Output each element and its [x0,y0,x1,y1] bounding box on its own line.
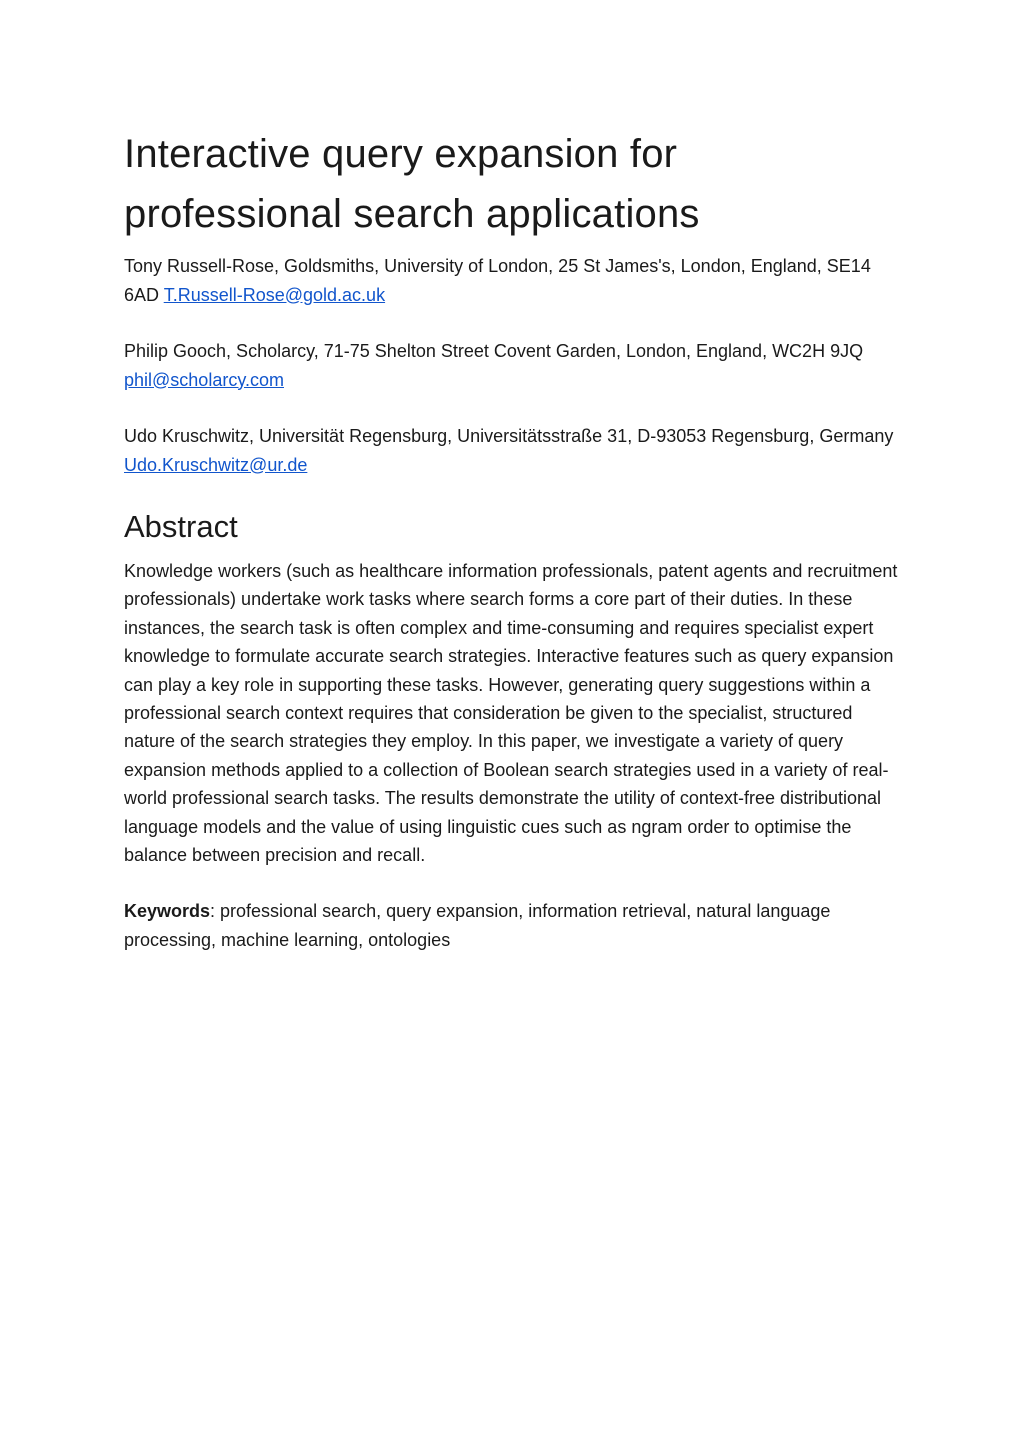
author-affiliation: Tony Russell-Rose, Goldsmiths, University of London, 25 St James's, London, England, SE14 6AD [124,256,871,305]
author-email-link[interactable]: phil@scholarcy.com [124,369,284,390]
paper-page [124,124,904,982]
author-block-2 [124,337,904,394]
paper-title-line-2: professional search applications [124,192,700,236]
abstract-heading: Abstract [124,509,238,544]
author-block-3 [124,422,904,479]
paper-title [124,124,904,244]
author-affiliation: Philip Gooch, Scholarcy, 71-75 Shelton Street Covent Garden, London, England, WC2H 9JQ [124,341,864,361]
abstract-body: Knowledge workers (such as healthcare information professionals, patent agents and recruitment professionals) undertake work tasks where search forms a core part of their duties. In these instances, the search task is often complex and time-consuming and requires specialist expert knowledge to formulate accurate search strategies. Interactive features such as query expansion can play a key role in supporting these tasks. However, generating query suggestions within a professional search context requires that consideration be given to the specialist, structured nature of the search strategies they employ. In this paper, we investigate a variety of query expansion methods applied to a collection of Boolean search strategies used in a variety of real-world professional search tasks. The results demonstrate the utility of context-free distributional language models and the value of using linguistic cues such as ngram order to optimise the balance between precision and recall. [124,561,898,866]
author-affiliation: Udo Kruschwitz, Universität Regensburg, Universitätsstraße 31, D-93053 Regensburg, Germany [124,426,894,446]
keywords-list: : professional search, query expansion, information retrieval, natural language processing, machine learning, ontologies [124,901,831,950]
keywords-label: Keywords [124,901,211,922]
author-email-link[interactable]: T.Russell-Rose@gold.ac.uk [163,284,386,305]
keywords-paragraph [124,897,904,954]
paper-title-line-1: Interactive query expansion for [124,132,678,176]
author-block-1 [124,252,904,309]
author-email-link[interactable]: Udo.Kruschwitz@ur.de [124,454,308,475]
